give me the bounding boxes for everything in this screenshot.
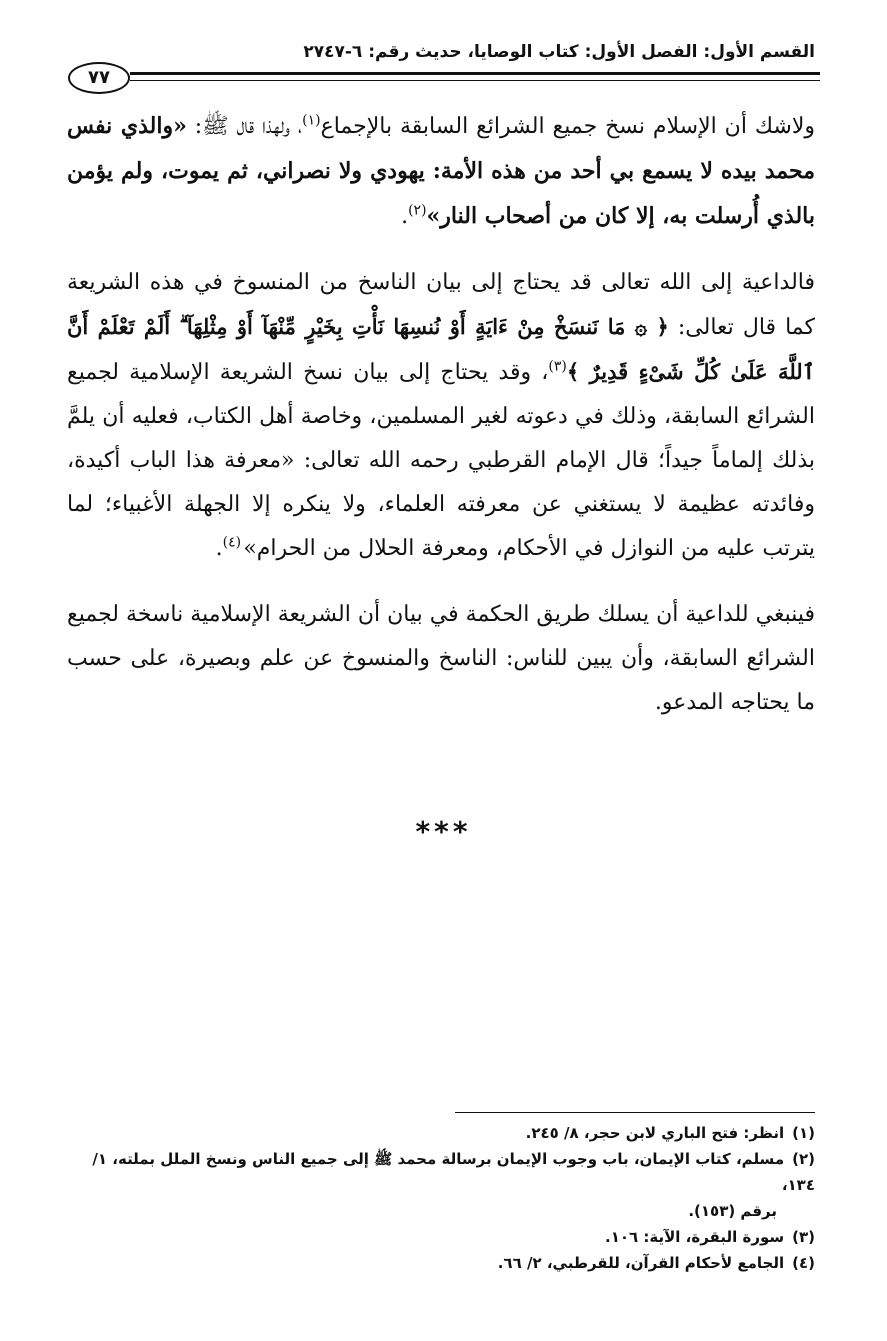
paragraph-1 — [67, 104, 815, 239]
quran-verse: ﴿ ۞ مَا نَنسَخْ مِنْ ءَايَةٍ أَوْ نُنسِهَا نَأْتِ بِخَيْرٍ مِّنْهَآ أَوْ مِثْلِهَآ ۗ أَلَمْ تَعْلَمْ أَنَّ ٱللَّهَ عَلَىٰ كُلِّ شَىْءٍ قَدِيرٌ ﴾ — [67, 314, 815, 384]
paragraph-2-body: ، وقد يحتاج إلى بيان نسخ الشريعة الإسلامية لجميع الشرائع السابقة، وذلك في دعوته لغير المسلمين، وخاصة أهل الكتاب، فعليه أن يلمَّ بذلك إلماماً جيداً؛ قال الإمام القرطبي رحمه الله تعالى: «معرفة هذا الباب أكيدة، وفائدته عظيمة لا يستغني عن معرفته العلماء، ولا ينكره إلا الجهلة الأغبياء؛ لما يترتب عليه من النوازل في الأحكام، ومعرفة الحلال من الحرام» — [67, 360, 815, 561]
footnote-ref-3: (٣) — [548, 358, 567, 375]
footnote-text: مسلم، كتاب الإيمان، باب وجوب الإيمان برسالة محمد ﷺ إلى جميع الناس ونسخ الملل بملته، ١/ ١٣٤، — [92, 1150, 815, 1194]
footnote-mark: (٣) — [792, 1228, 815, 1246]
paragraph-1-end: . — [401, 204, 409, 229]
footnote-text: انظر: فتح الباري لابن حجر، ٨/ ٢٤٥. — [525, 1124, 785, 1142]
footnote-ref-4: (٤) — [222, 534, 242, 551]
footnotes — [67, 1120, 815, 1276]
footnote-ref-2: (٢) — [408, 202, 427, 219]
footnote-text: الجامع لأحكام القرآن، للقرطبي، ٢/ ٦٦. — [497, 1254, 785, 1272]
footnote-mark: (٢) — [792, 1150, 815, 1168]
header-rule-thin — [130, 80, 820, 81]
header-rule-thick — [130, 72, 820, 75]
footnote-mark: (٤) — [792, 1254, 815, 1272]
paragraph-1-intro-end: ، ولهذا قال ﷺ: — [194, 114, 303, 139]
paragraph-2-intro: فالداعية إلى الله تعالى قد يحتاج إلى بيان الناسخ من المنسوخ في هذه الشريعة كما قال تعالى: — [67, 270, 815, 340]
paragraph-1-intro: ولاشك أن الإسلام نسخ جميع الشرائع السابقة بالإجماع — [320, 114, 815, 139]
paragraph-3: فينبغي للداعية أن يسلك طريق الحكمة في بيان أن الشريعة الإسلامية ناسخة لجميع الشرائع السابقة، وأن يبين للناس: الناسخ والمنسوخ عن علم وبصيرة، على حسب ما يحتاجه المدعو. — [67, 602, 815, 715]
footnote-rule — [455, 1112, 815, 1113]
paragraph-2-end: . — [215, 536, 223, 561]
footnote-ref-1: (١) — [302, 112, 321, 129]
main-text — [67, 104, 815, 725]
footnote-mark: (١) — [792, 1124, 815, 1142]
footnote-4 — [67, 1250, 815, 1276]
footnote-2 — [67, 1146, 815, 1198]
footnote-2-continuation: برقم (١٥٣). — [688, 1202, 777, 1220]
page-number: ٧٧ — [68, 62, 130, 94]
footnote-1 — [67, 1120, 815, 1146]
running-header: القسم الأول: الفصل الأول: كتاب الوصايا، حديث رقم: ٦-٢٧٤٧ — [303, 42, 815, 62]
section-separator: *** — [415, 815, 472, 848]
footnote-3 — [67, 1224, 815, 1250]
paragraph-2 — [67, 261, 815, 571]
footnote-text: سورة البقرة، الآية: ١٠٦. — [605, 1228, 785, 1246]
hadith-quote: «والذي نفس محمد بيده لا يسمع بي أحد من هذه الأمة: يهودي ولا نصراني، ثم يموت، ولم يؤمن بالذي أُرسلت به، إلا كان من أصحاب النار» — [67, 113, 815, 229]
